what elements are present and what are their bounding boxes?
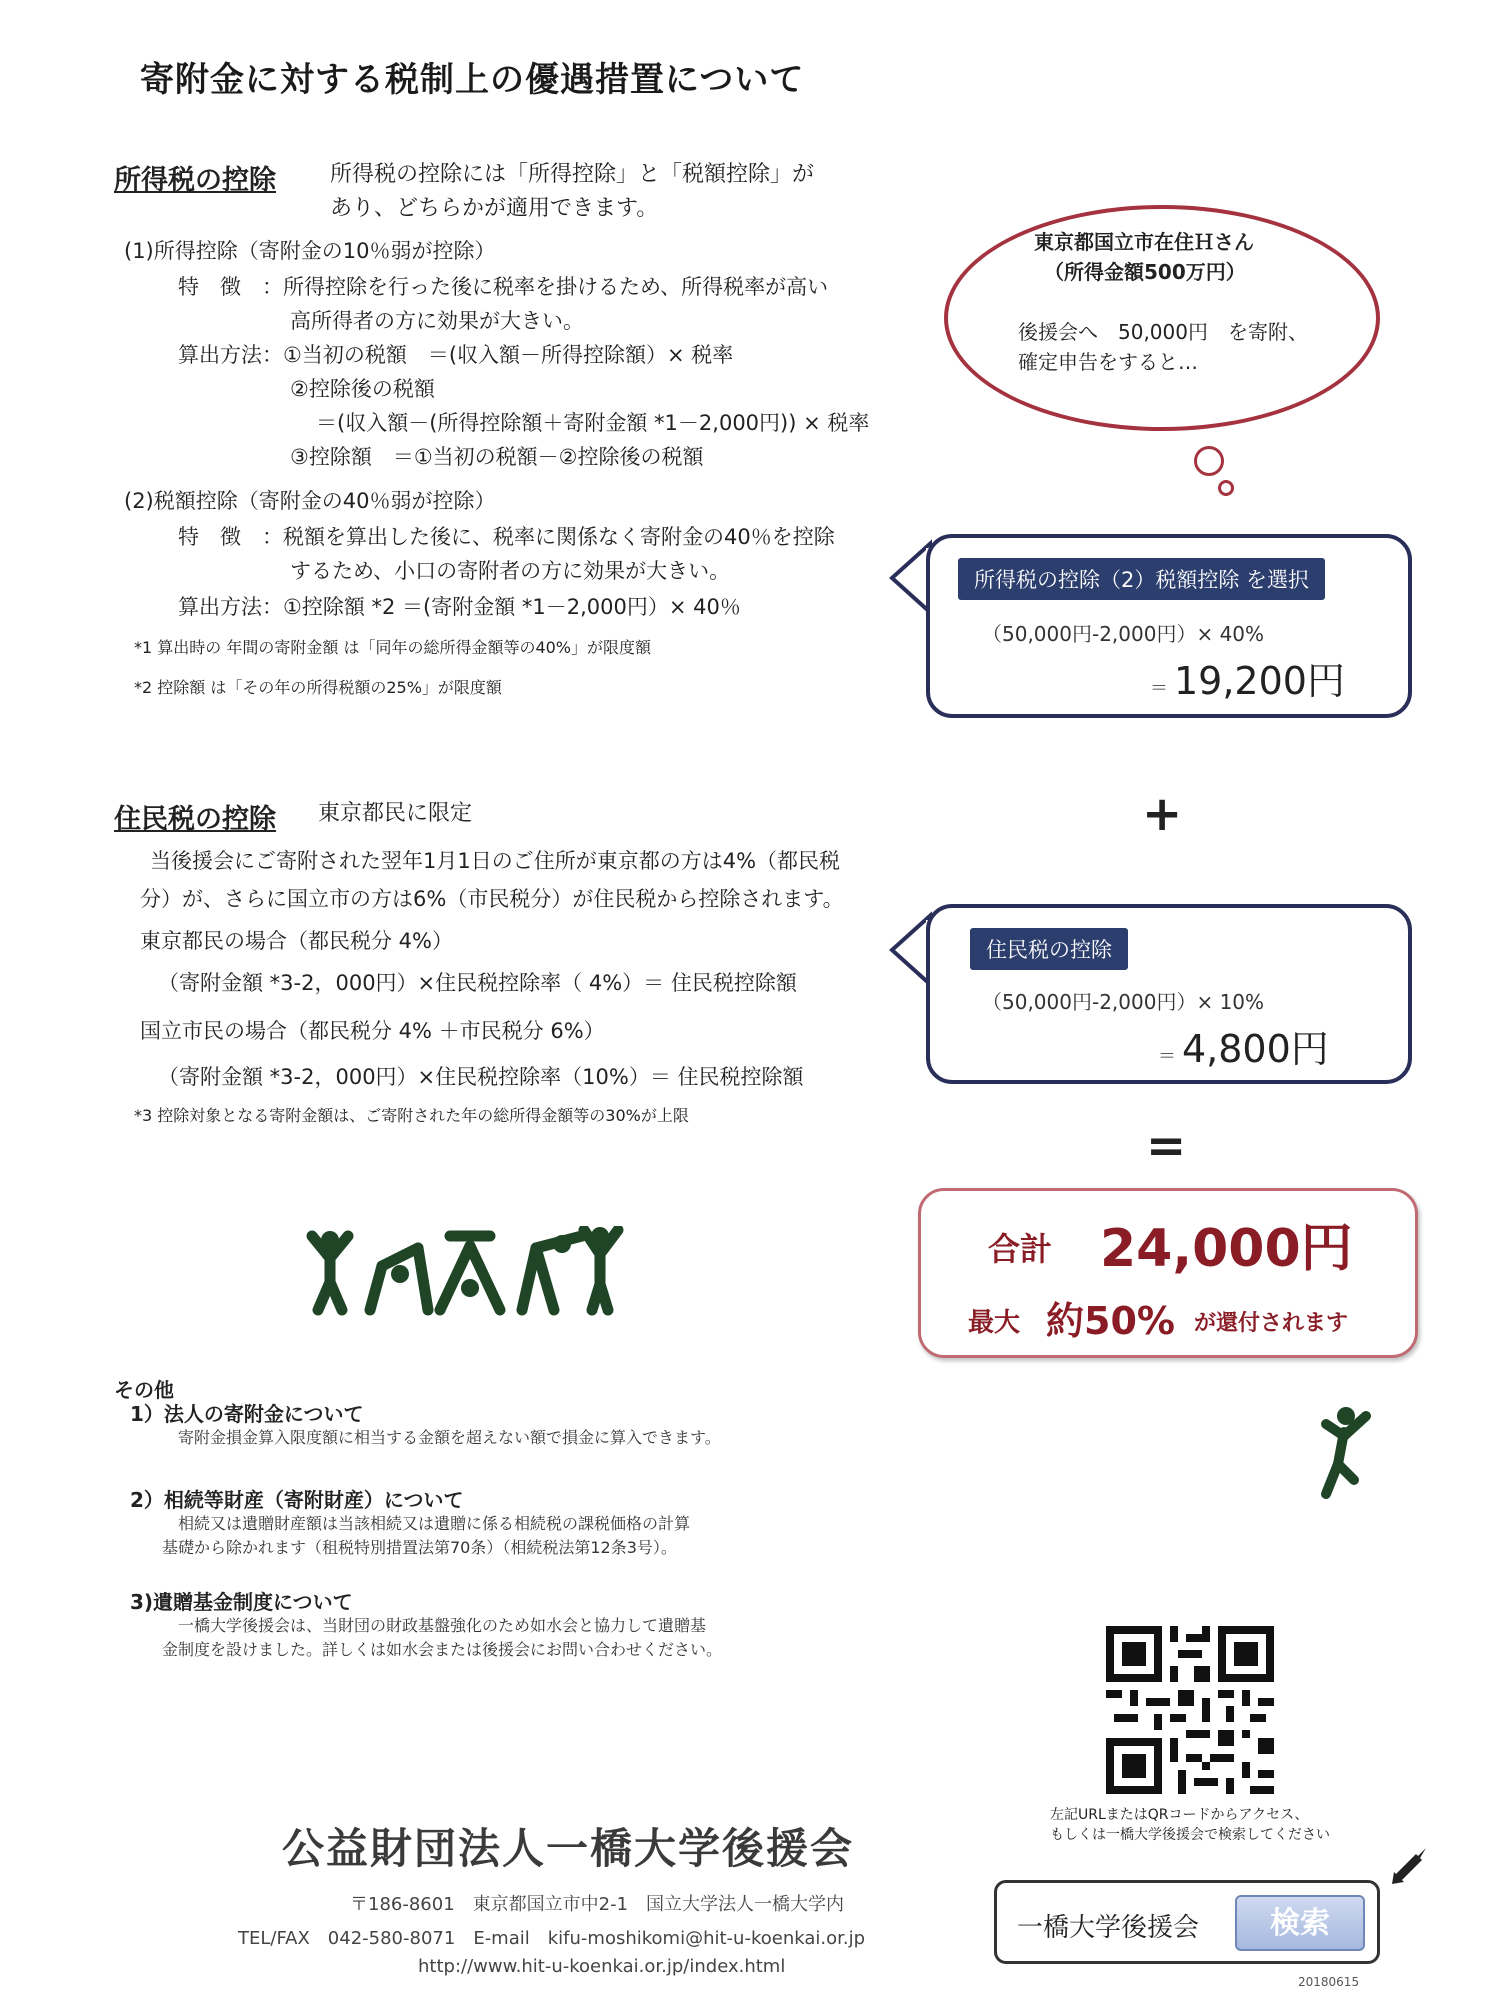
income-line-10: するため、小口の寄附者の方に効果が大きい。 [290, 559, 731, 583]
income-line-2: 特 徴 ：所得控除を行った後に税率を掛けるため、所得税率が高い [178, 275, 829, 299]
plus-sign: + [1142, 786, 1183, 842]
resident-line-5: 国立市民の場合（都民税分 4% ＋市民税分 6%） [140, 1019, 605, 1043]
total-amount: 24,000円 [1100, 1219, 1353, 1279]
organization-url[interactable]: http://www.hit-u-koenkai.or.jp/index.html [418, 1956, 786, 1977]
income-note-2: *2 控除額 は「その年の所得税額の25%」が限度額 [134, 678, 502, 697]
qr-note-2: もしくは一橋大学後援会で検索してください [1050, 1827, 1330, 1843]
organization-name: 公益財団法人一橋大学後援会 [282, 1824, 855, 1873]
income-line-4: 算出方法：①当初の税額 ＝(収入額－所得控除額）× 税率 [178, 343, 734, 367]
income-line-7: ③控除額 ＝①当初の税額－②控除後の税額 [290, 445, 704, 469]
income-note-1: *1 算出時の 年間の寄附金額 は「同年の総所得金額等の40%」が限度額 [134, 638, 652, 657]
income-line-1: (1)所得控除（寄附金の10％弱が控除） [124, 239, 496, 263]
callout-resident-tag: 住民税の控除 [970, 928, 1128, 970]
equals-sign: = [1146, 1118, 1187, 1174]
callout-resident-result: 4,800円 [1182, 1027, 1329, 1071]
callout-resident-calc: （50,000円-2,000円）× 10% [982, 990, 1265, 1014]
qr-note-1: 左記URLまたはQRコードからアクセス、 [1050, 1807, 1309, 1823]
other-item-3-body-1: 一橋大学後援会は、当財団の財政基盤強化のため如水会と協力して遺贈基 [178, 1616, 707, 1635]
income-line-5: ②控除後の税額 [290, 377, 435, 401]
example-line-4: 確定申告をすると… [1018, 350, 1198, 374]
thought-dot-large [1194, 446, 1224, 476]
example-line-3: 後援会へ 50,000円 を寄附、 [1018, 320, 1308, 344]
arrow-pointer-icon [1388, 1846, 1428, 1886]
other-item-1-head: 1）法人の寄附金について [130, 1402, 364, 1426]
qr-code-icon [1106, 1626, 1274, 1794]
search-box[interactable] [994, 1880, 1380, 1964]
jumping-person-icon [1316, 1402, 1376, 1502]
income-line-11: 算出方法：①控除額 *2 ＝(寄附金額 *1－2,000円）× 40％ [178, 595, 741, 619]
resident-tax-heading: 住民税の控除 [114, 804, 276, 835]
other-item-2-body-1: 相続又は遺贈財産額は当該相続又は遺贈に係る相続税の課税価格の計算 [178, 1514, 691, 1533]
organization-contact: TEL/FAX 042-580-8071 E-mail kifu-moshikomi@hit-u-koenkai.or.jp [238, 1928, 865, 1949]
income-tax-desc-1: 所得税の控除には「所得控除」と「税額控除」が [330, 162, 815, 187]
total-max-suffix: が還付されます [1194, 1311, 1349, 1336]
search-button[interactable]: 検索 [1235, 1895, 1365, 1951]
callout-income-result-wrap [1150, 650, 1345, 705]
total-max-prefix: 最大 [968, 1308, 1021, 1338]
income-line-8: (2)税額控除（寄附金の40％弱が控除） [124, 489, 496, 513]
total-label: 合計 [988, 1230, 1053, 1268]
organization-address: 〒186-8601 東京都国立市中2-1 国立大学法人一橋大学内 [350, 1894, 845, 1915]
other-item-2-head: 2）相続等財産（寄附財産）について [130, 1488, 464, 1512]
income-tax-heading: 所得税の控除 [114, 165, 276, 196]
resident-line-3: 東京都民の場合（都民税分 4%） [140, 929, 453, 953]
income-tax-desc-2: あり、どちらかが適用できます。 [330, 196, 659, 221]
other-item-3-head: 3)遺贈基金制度について [130, 1590, 353, 1614]
callout-resident-result-wrap [1158, 1018, 1329, 1073]
callout-income-result: 19,200円 [1174, 659, 1345, 703]
resident-line-1: 当後援会にご寄附された翌年1月1日のご住所が東京都の方は4%（都民税 [150, 849, 841, 873]
resident-line-4: （寄附金額 *3-2，000円）×住民税控除率（ 4%）＝ 住民税控除額 [158, 971, 797, 995]
resident-tax-sub: 東京都民に限定 [318, 801, 473, 826]
resident-line-2: 分）が、さらに国立市の方は6%（市民税分）が住民税から控除されます。 [140, 887, 844, 911]
thought-dot-small [1218, 480, 1234, 496]
income-line-9: 特 徴 ：税額を算出した後に、税率に関係なく寄附金の40％を控除 [178, 525, 835, 549]
callout-income-tag: 所得税の控除（2）税額控除 を選択 [958, 558, 1325, 600]
callout-resident-eq: ＝ [1158, 1046, 1176, 1067]
example-line-2: （所得金額500万円） [1044, 260, 1246, 284]
people-figures-icon [300, 1226, 630, 1316]
other-item-2-body-2: 基礎から除かれます（租税特別措置法第70条）（相続税法第12条3号）。 [162, 1538, 677, 1557]
callout-income-calc: （50,000円-2,000円）× 40% [982, 622, 1265, 646]
other-title: その他 [114, 1378, 174, 1402]
income-line-3: 高所得者の方に効果が大きい。 [290, 309, 584, 333]
resident-line-6: （寄附金額 *3-2，000円）×住民税控除率（10%）＝ 住民税控除額 [158, 1065, 804, 1089]
resident-note: *3 控除対象となる寄附金額は、ご寄附された年の総所得金額等の30%が上限 [134, 1106, 689, 1125]
income-line-6: ＝(収入額－(所得控除額＋寄附金額 *1－2,000円)) × 税率 [316, 411, 870, 435]
other-item-3-body-2: 金制度を設けました。詳しくは如水会または後援会にお問い合わせください。 [162, 1640, 723, 1659]
page-title: 寄附金に対する税制上の優遇措置について [140, 60, 805, 100]
callout-income-eq: ＝ [1150, 678, 1168, 699]
date-code: 20180615 [1298, 1975, 1360, 1989]
search-query-text: 一橋大学後援会 [1017, 1913, 1200, 1943]
total-max-value: 約50% [1046, 1299, 1175, 1343]
example-line-1: 東京都国立市在住Ｈさん [1034, 230, 1254, 254]
other-item-1-body: 寄附金損金算入限度額に相当する金額を超えない額で損金に算入できます。 [178, 1428, 721, 1447]
